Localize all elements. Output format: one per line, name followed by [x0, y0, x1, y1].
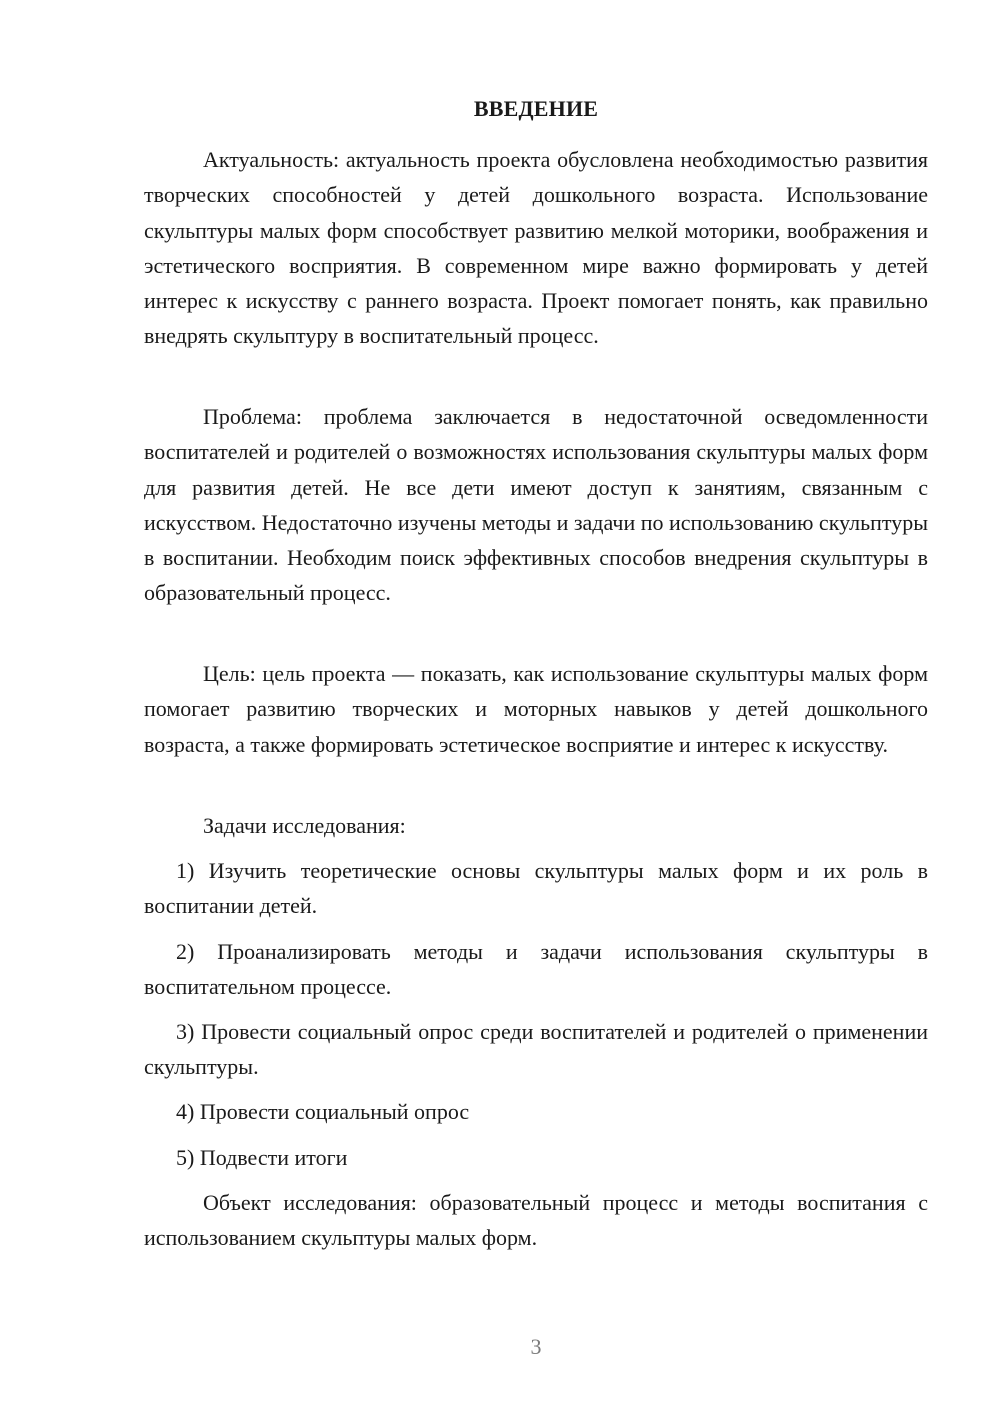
object-paragraph: Объект исследования: образовательный процесс и методы воспитания с использованием скульптуры малых форм. [144, 1190, 928, 1251]
task-item-3: 3) Провести социальный опрос среди воспитателей и родителей о применении скульптуры. [144, 1019, 928, 1080]
goal-paragraph: Цель: цель проекта — показать, как использование скульптуры малых форм помогает развитию творческих и моторных навыков у детей дошкольного возраста, а также формировать эстетическое восприятие и интерес к искусству. [144, 661, 928, 757]
section-heading: ВВЕДЕНИЕ [473, 96, 599, 121]
relevance-paragraph: Актуальность: актуальность проекта обусловлена необходимостью развития творческих способностей у детей дошкольного возраста. Использование скульптуры малых форм способствует развитию мелкой моторики, воображения и эстетического восприятия. В современном мире важно формировать у детей интерес к искусству с раннего возраста. Проект помогает понять, как правильно внедрять скульптуру в воспитательный процесс. [144, 147, 928, 349]
task-item-5: 5) Подвести итоги [176, 1145, 348, 1170]
tasks-heading: Задачи исследования: [203, 813, 406, 838]
page-number: 3 [530, 1334, 542, 1359]
task-item-4: 4) Провести социальный опрос [176, 1099, 470, 1124]
problem-paragraph: Проблема: проблема заключается в недостаточной осведомленности воспитателей и родителей о возможностях использования скульптуры малых форм для развития детей. Не все дети имеют доступ к занятиям, связанным с искусством. Недостаточно изучены методы и задачи по использованию скульптуры в воспитании. Необходим поиск эффективных способов внедрения скульптуры в образовательный процесс. [144, 404, 928, 606]
task-item-1: 1) Изучить теоретические основы скульптуры малых форм и их роль в воспитании детей. [144, 858, 928, 919]
task-item-2: 2) Проанализировать методы и задачи использования скульптуры в воспитательном процессе. [144, 939, 928, 1000]
